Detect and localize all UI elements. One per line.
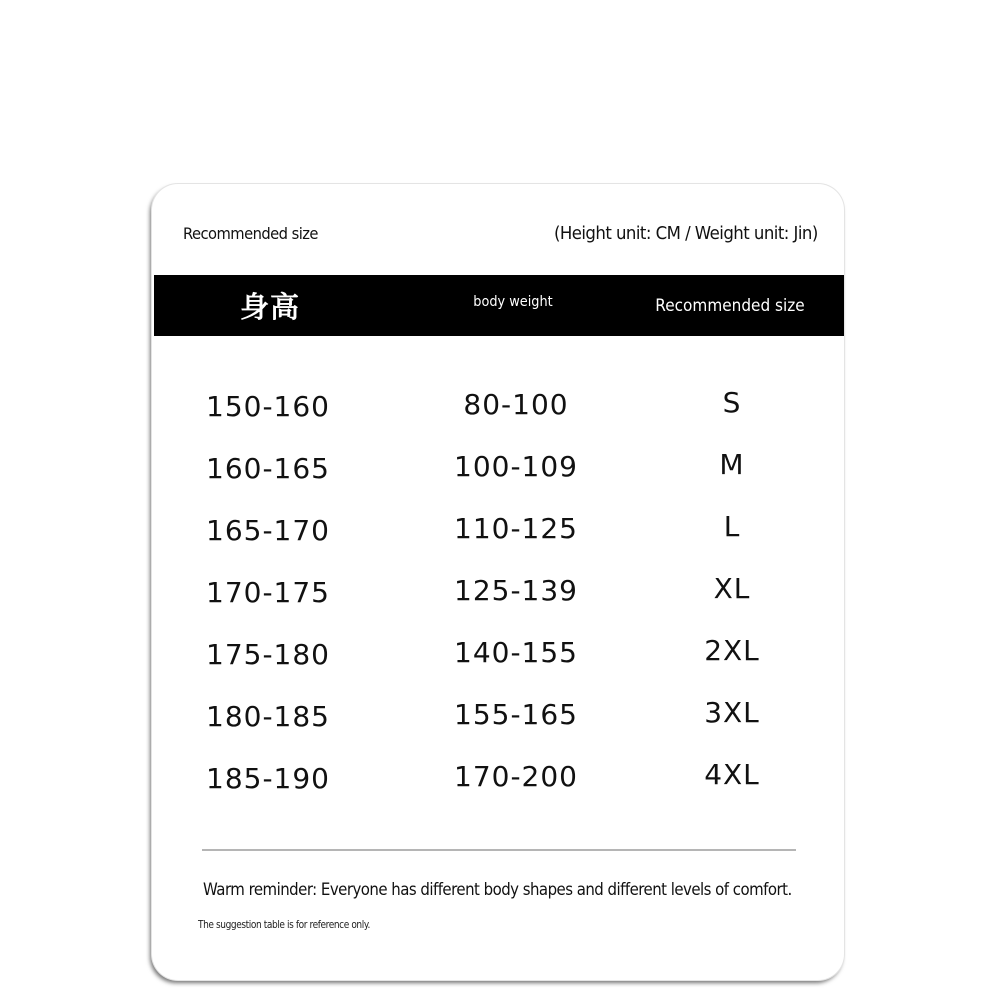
header-weight: body weight [473,293,553,310]
height-cell: 150-160 [206,390,330,423]
card-title: Recommended size [183,224,318,243]
table-row [152,756,844,818]
size-cell: XL [713,572,751,605]
size-cell: M [719,448,745,481]
size-chart-card [152,184,844,980]
height-cell: 180-185 [206,700,330,733]
table-row [152,446,844,508]
table-row [152,632,844,694]
table-row [152,694,844,756]
height-cell: 160-165 [206,452,330,485]
header-size: Recommended size [655,295,805,316]
table-header [154,275,844,336]
height-cell: 185-190 [206,762,330,795]
height-cell: 175-180 [206,638,330,671]
size-cell: 2XL [704,634,760,667]
size-cell: S [722,386,742,419]
weight-cell: 170-200 [454,760,578,793]
height-cell: 165-170 [206,514,330,547]
table-row [152,570,844,632]
table-row [152,384,844,446]
header-height: 身高 [239,292,300,324]
table-row [152,508,844,570]
weight-cell: 110-125 [454,512,578,545]
weight-cell: 125-139 [454,574,578,607]
weight-cell: 140-155 [454,636,578,669]
size-cell: 4XL [704,758,760,791]
size-cell: 3XL [704,696,760,729]
height-cell: 170-175 [206,576,330,609]
size-table-body [152,384,844,818]
warm-reminder: Warm reminder: Everyone has different body shapes and different levels of comfort. [203,880,792,900]
disclaimer-note: The suggestion table is for reference only. [198,918,370,931]
size-cell: L [723,510,741,543]
unit-note: (Height unit: CM / Weight unit: Jin) [554,223,818,244]
weight-cell: 80-100 [463,388,569,421]
weight-cell: 100-109 [454,450,578,483]
weight-cell: 155-165 [454,698,578,731]
footer-divider [202,849,796,851]
